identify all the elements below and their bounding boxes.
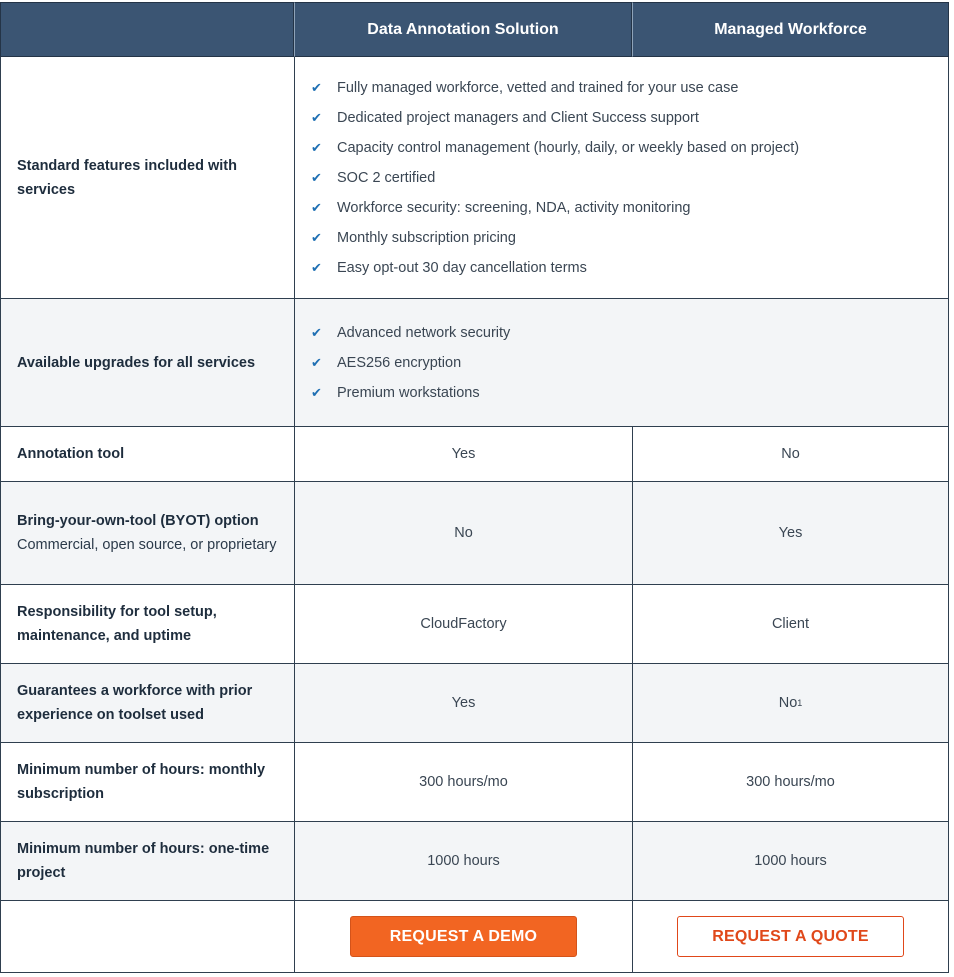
row-label: Responsibility for tool setup, maintenance, and uptime [0,585,294,663]
row-label: Available upgrades for all services [0,299,294,426]
value-managed-workforce: 300 hours/mo [632,743,949,821]
list-item: ✔ AES256 encryption [311,354,462,371]
list-item: ✔ Monthly subscription pricing [311,229,516,246]
request-demo-button[interactable]: REQUEST A DEMO [350,916,577,957]
list-item: ✔ Advanced network security [311,324,511,341]
check-icon: ✔ [311,139,322,155]
list-item: ✔ Workforce security: screening, NDA, activity monitoring [311,199,691,216]
table-row-available-upgrades [0,299,949,427]
row-label: Minimum number of hours: monthly subscription [0,743,294,821]
value-data-annotation: CloudFactory [294,585,632,663]
value-managed-workforce: No [632,427,949,481]
check-icon: ✔ [311,169,322,185]
check-icon: ✔ [311,229,322,245]
table-header [0,2,949,57]
comparison-table [0,57,949,973]
table-row-min-hours-one-time [0,822,949,901]
request-quote-button[interactable]: REQUEST A QUOTE [677,916,904,957]
check-icon: ✔ [311,79,322,95]
list-item: ✔ Premium workstations [311,384,480,401]
feature-list [311,73,799,283]
quote-button-cell [632,901,949,972]
list-item: ✔ Fully managed workforce, vetted and trained for your use case [311,79,739,96]
check-icon: ✔ [311,259,322,275]
value-data-annotation: 1000 hours [294,822,632,900]
table-row-tool-responsibility [0,585,949,664]
list-item: ✔ Capacity control management (hourly, daily, or weekly based on project) [311,139,800,156]
value-managed-workforce: Client [632,585,949,663]
upgrade-list [311,318,510,408]
footnote-marker: 1 [797,698,803,708]
value-managed-workforce: No [778,695,798,711]
value-managed-workforce: Yes [632,482,949,584]
table-row-actions [0,901,949,973]
value-data-annotation: Yes [294,427,632,481]
row-label: Standard features included with services [0,57,294,298]
check-icon: ✔ [311,324,322,340]
value-managed-workforce: 1000 hours [632,822,949,900]
table-row-annotation-tool [0,427,949,482]
demo-button-cell [294,901,632,972]
check-icon: ✔ [311,384,322,400]
table-row-byot [0,482,949,585]
value-data-annotation: 300 hours/mo [294,743,632,821]
table-row-standard-features [0,57,949,299]
upgrade-list-cell [294,299,949,426]
list-item: ✔ Dedicated project managers and Client Success support [311,109,699,126]
row-sublabel: Commercial, open source, or proprietary [17,537,277,553]
row-label: Annotation tool [0,427,294,481]
value-managed-workforce-cell [632,664,949,742]
header-managed-workforce: Managed Workforce [632,2,949,57]
check-icon: ✔ [311,109,322,125]
list-item: ✔ SOC 2 certified [311,169,436,186]
list-item: ✔ Easy opt-out 30 day cancellation terms [311,259,587,276]
table-row-workforce-guarantee [0,664,949,743]
feature-list-cell [294,57,949,298]
header-data-annotation-solution: Data Annotation Solution [294,2,632,57]
row-label: Minimum number of hours: one-time project [0,822,294,900]
table-row-min-hours-monthly [0,743,949,822]
blank-label-cell [0,901,294,972]
value-data-annotation: No [294,482,632,584]
row-label-cell [0,482,294,584]
row-label: Guarantees a workforce with prior experience on toolset used [0,664,294,742]
value-data-annotation: Yes [294,664,632,742]
check-icon: ✔ [311,354,322,370]
header-blank-cell [0,2,294,57]
check-icon: ✔ [311,199,322,215]
row-label: Bring-your-own-tool (BYOT) option [17,513,259,529]
